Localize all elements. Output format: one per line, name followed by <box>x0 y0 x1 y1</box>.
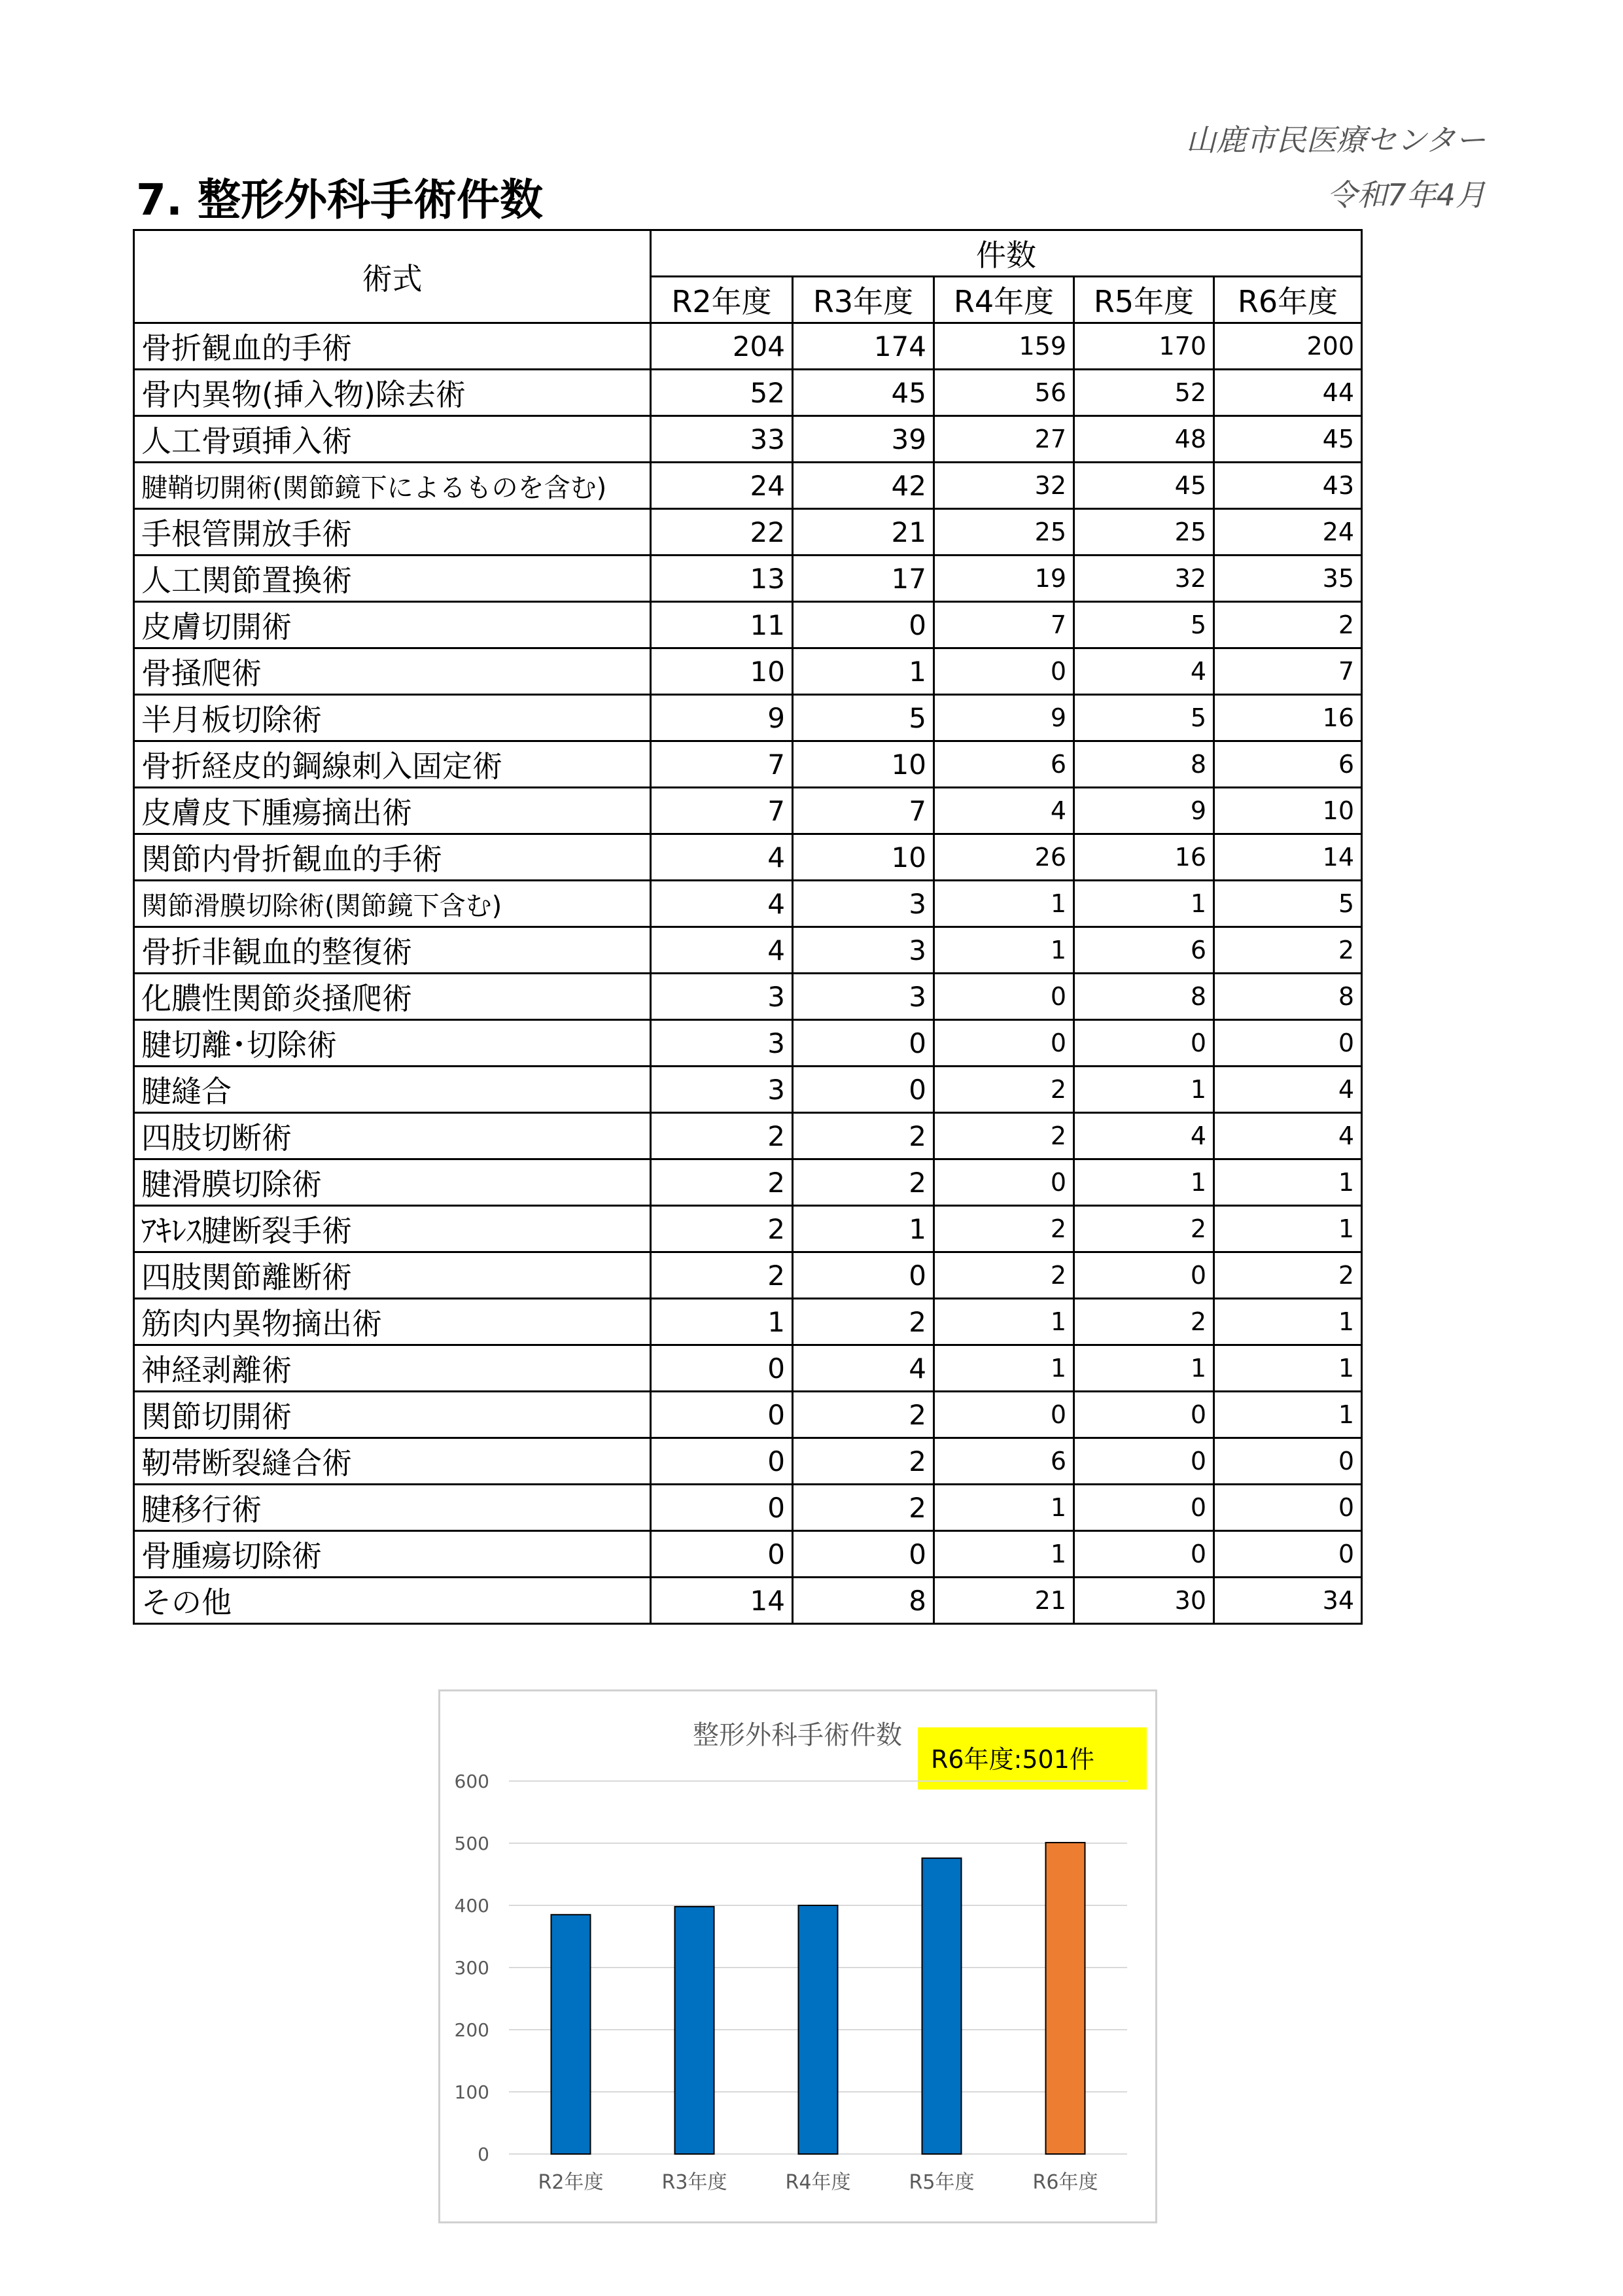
procedure-name: 関節内骨折観血的手術 <box>134 834 651 881</box>
table-row <box>134 1206 1362 1252</box>
procedure-name: 骨折経皮的鋼線刺入固定術 <box>134 741 651 788</box>
count-cell: 1 <box>1074 881 1214 927</box>
chart-title: 整形外科手術件数 <box>693 1720 902 1750</box>
x-tick-label: R4年度 <box>785 2171 851 2194</box>
count-cell: 0 <box>1074 1485 1214 1531</box>
count-cell: 0 <box>1074 1531 1214 1578</box>
count-cell: 1 <box>793 1206 934 1252</box>
count-cell: 42 <box>793 463 934 509</box>
count-cell: 2 <box>1074 1206 1214 1252</box>
count-cell: 0 <box>1214 1531 1362 1578</box>
chart-container <box>438 1689 1157 2223</box>
table-row <box>134 648 1362 695</box>
count-cell: 1 <box>1214 1159 1362 1206</box>
count-cell: 4 <box>651 927 793 974</box>
table-row <box>134 1299 1362 1345</box>
count-cell: 45 <box>793 370 934 416</box>
y-tick-label: 500 <box>454 1833 489 1854</box>
count-cell: 32 <box>1074 556 1214 602</box>
x-tick-label: R5年度 <box>909 2171 975 2194</box>
count-cell: 10 <box>793 834 934 881</box>
procedure-name: 骨腫瘍切除術 <box>134 1531 651 1578</box>
count-cell: 2 <box>651 1159 793 1206</box>
count-cell: 0 <box>651 1345 793 1392</box>
count-cell: 27 <box>934 416 1074 463</box>
count-cell: 4 <box>1214 1113 1362 1159</box>
count-cell: 2 <box>651 1113 793 1159</box>
procedure-name: 神経剥離術 <box>134 1345 651 1392</box>
count-cell: 0 <box>934 1392 1074 1438</box>
count-cell: 7 <box>793 788 934 834</box>
count-cell: 30 <box>1074 1578 1214 1624</box>
procedure-name: 人工関節置換術 <box>134 556 651 602</box>
header-count-group: 件数 <box>651 230 1362 277</box>
procedure-name: 四肢関節離断術 <box>134 1252 651 1299</box>
count-cell: 1 <box>651 1299 793 1345</box>
count-cell: 6 <box>1074 927 1214 974</box>
count-cell: 0 <box>1214 1438 1362 1485</box>
count-cell: 0 <box>934 648 1074 695</box>
table-row <box>134 509 1362 556</box>
count-cell: 16 <box>1214 695 1362 741</box>
count-cell: 1 <box>934 927 1074 974</box>
count-cell: 24 <box>1214 509 1362 556</box>
count-cell: 4 <box>934 788 1074 834</box>
bar <box>551 1915 591 2154</box>
count-cell: 10 <box>793 741 934 788</box>
bar <box>799 1905 838 2154</box>
table-row <box>134 1020 1362 1067</box>
count-cell: 19 <box>934 556 1074 602</box>
count-cell: 0 <box>934 974 1074 1020</box>
table-row <box>134 695 1362 741</box>
surgery-table <box>133 229 1363 1625</box>
count-cell: 25 <box>1074 509 1214 556</box>
count-cell: 2 <box>1214 927 1362 974</box>
table-row <box>134 1159 1362 1206</box>
count-cell: 200 <box>1214 323 1362 370</box>
procedure-name: 腱鞘切開術(関節鏡下によるものを含む) <box>134 463 651 509</box>
count-cell: 1 <box>1214 1345 1362 1392</box>
count-cell: 3 <box>651 974 793 1020</box>
count-cell: 3 <box>651 1020 793 1067</box>
count-cell: 0 <box>651 1531 793 1578</box>
count-cell: 56 <box>934 370 1074 416</box>
count-cell: 2 <box>934 1113 1074 1159</box>
count-cell: 34 <box>1214 1578 1362 1624</box>
y-tick-label: 100 <box>454 2081 489 2103</box>
count-cell: 45 <box>1214 416 1362 463</box>
page-title: 7. 整形外科手術件数 <box>136 175 543 225</box>
count-cell: 170 <box>1074 323 1214 370</box>
procedure-name: 皮膚皮下腫瘍摘出術 <box>134 788 651 834</box>
procedure-name: 半月板切除術 <box>134 695 651 741</box>
count-cell: 6 <box>934 1438 1074 1485</box>
count-cell: 10 <box>651 648 793 695</box>
count-cell: 44 <box>1214 370 1362 416</box>
count-cell: 1 <box>934 881 1074 927</box>
procedure-name: 筋肉内異物摘出術 <box>134 1299 651 1345</box>
table-row <box>134 834 1362 881</box>
count-cell: 4 <box>1214 1067 1362 1113</box>
header-year: R4年度 <box>934 277 1074 323</box>
count-cell: 1 <box>1074 1067 1214 1113</box>
count-cell: 0 <box>1074 1438 1214 1485</box>
count-cell: 2 <box>651 1252 793 1299</box>
count-cell: 0 <box>934 1159 1074 1206</box>
count-cell: 17 <box>793 556 934 602</box>
count-cell: 1 <box>793 648 934 695</box>
table-row <box>134 370 1362 416</box>
procedure-name: 人工骨頭挿入術 <box>134 416 651 463</box>
count-cell: 5 <box>1074 695 1214 741</box>
count-cell: 4 <box>651 834 793 881</box>
count-cell: 0 <box>934 1020 1074 1067</box>
count-cell: 2 <box>793 1392 934 1438</box>
count-cell: 7 <box>934 602 1074 648</box>
count-cell: 32 <box>934 463 1074 509</box>
count-cell: 5 <box>793 695 934 741</box>
count-cell: 25 <box>934 509 1074 556</box>
count-cell: 2 <box>793 1299 934 1345</box>
table-row <box>134 881 1362 927</box>
count-cell: 9 <box>651 695 793 741</box>
procedure-name: 腱縫合 <box>134 1067 651 1113</box>
count-cell: 1 <box>934 1531 1074 1578</box>
count-cell: 5 <box>1074 602 1214 648</box>
table-row <box>134 974 1362 1020</box>
x-tick-label: R3年度 <box>661 2171 727 2194</box>
count-cell: 21 <box>934 1578 1074 1624</box>
count-cell: 0 <box>1074 1020 1214 1067</box>
count-cell: 1 <box>1214 1392 1362 1438</box>
header-year: R5年度 <box>1074 277 1214 323</box>
count-cell: 2 <box>934 1067 1074 1113</box>
count-cell: 14 <box>1214 834 1362 881</box>
table-row <box>134 1067 1362 1113</box>
procedure-name: 関節滑膜切除術(関節鏡下含む) <box>134 881 651 927</box>
hospital-name: 山鹿市民医療センター <box>1185 122 1486 158</box>
count-cell: 1 <box>934 1299 1074 1345</box>
count-cell: 204 <box>651 323 793 370</box>
x-tick-label: R2年度 <box>538 2171 604 2194</box>
bar <box>1046 1843 1085 2154</box>
count-cell: 0 <box>1214 1485 1362 1531</box>
bar <box>675 1907 714 2154</box>
count-cell: 1 <box>934 1345 1074 1392</box>
procedure-name: 靭帯断裂縫合術 <box>134 1438 651 1485</box>
procedure-name: 四肢切断術 <box>134 1113 651 1159</box>
count-cell: 13 <box>651 556 793 602</box>
table-row <box>134 788 1362 834</box>
count-cell: 2 <box>1214 602 1362 648</box>
header-year: R3年度 <box>793 277 934 323</box>
count-cell: 0 <box>1214 1020 1362 1067</box>
count-cell: 24 <box>651 463 793 509</box>
procedure-name: 腱滑膜切除術 <box>134 1159 651 1206</box>
count-cell: 39 <box>793 416 934 463</box>
x-tick-label: R6年度 <box>1032 2171 1098 2194</box>
y-tick-label: 400 <box>454 1895 489 1916</box>
count-cell: 9 <box>1074 788 1214 834</box>
count-cell: 7 <box>651 741 793 788</box>
count-cell: 174 <box>793 323 934 370</box>
count-cell: 3 <box>793 881 934 927</box>
count-cell: 22 <box>651 509 793 556</box>
table-body <box>134 323 1362 1624</box>
count-cell: 26 <box>934 834 1074 881</box>
report-date: 令和7年4月 <box>1327 177 1486 213</box>
table-row <box>134 556 1362 602</box>
count-cell: 159 <box>934 323 1074 370</box>
count-cell: 6 <box>934 741 1074 788</box>
y-tick-label: 300 <box>454 1957 489 1979</box>
procedure-name: 腱移行術 <box>134 1485 651 1531</box>
header-year: R2年度 <box>651 277 793 323</box>
procedure-name: 腱切離･切除術 <box>134 1020 651 1067</box>
count-cell: 6 <box>1214 741 1362 788</box>
table-row <box>134 741 1362 788</box>
count-cell: 8 <box>793 1578 934 1624</box>
count-cell: 7 <box>1214 648 1362 695</box>
count-cell: 43 <box>1214 463 1362 509</box>
count-cell: 0 <box>793 1531 934 1578</box>
count-cell: 16 <box>1074 834 1214 881</box>
procedure-name: 化膿性関節炎掻爬術 <box>134 974 651 1020</box>
count-cell: 1 <box>1074 1345 1214 1392</box>
procedure-name: 骨内異物(挿入物)除去術 <box>134 370 651 416</box>
procedure-name: 骨掻爬術 <box>134 648 651 695</box>
count-cell: 0 <box>651 1438 793 1485</box>
table-row <box>134 1252 1362 1299</box>
count-cell: 0 <box>1074 1392 1214 1438</box>
count-cell: 35 <box>1214 556 1362 602</box>
count-cell: 10 <box>1214 788 1362 834</box>
count-cell: 0 <box>793 1020 934 1067</box>
count-cell: 2 <box>793 1485 934 1531</box>
count-cell: 1 <box>1214 1299 1362 1345</box>
count-cell: 0 <box>1074 1252 1214 1299</box>
count-cell: 45 <box>1074 463 1214 509</box>
bar-chart <box>440 1691 1155 2221</box>
count-cell: 4 <box>793 1345 934 1392</box>
header-method: 術式 <box>134 230 651 323</box>
table-row <box>134 463 1362 509</box>
count-cell: 1 <box>1214 1206 1362 1252</box>
count-cell: 0 <box>651 1485 793 1531</box>
count-cell: 1 <box>934 1485 1074 1531</box>
count-cell: 0 <box>651 1392 793 1438</box>
table-row <box>134 1438 1362 1485</box>
table-row <box>134 323 1362 370</box>
header-year: R6年度 <box>1214 277 1362 323</box>
count-cell: 2 <box>934 1206 1074 1252</box>
count-cell: 7 <box>651 788 793 834</box>
table-row <box>134 1531 1362 1578</box>
count-cell: 21 <box>793 509 934 556</box>
count-cell: 3 <box>793 974 934 1020</box>
count-cell: 2 <box>793 1438 934 1485</box>
count-cell: 2 <box>651 1206 793 1252</box>
procedure-name: 骨折観血的手術 <box>134 323 651 370</box>
count-cell: 2 <box>1074 1299 1214 1345</box>
table-row <box>134 1113 1362 1159</box>
procedure-name: ｱｷﾚｽ腱断裂手術 <box>134 1206 651 1252</box>
procedure-name: 関節切開術 <box>134 1392 651 1438</box>
table-row <box>134 1345 1362 1392</box>
y-tick-label: 600 <box>454 1771 489 1792</box>
count-cell: 2 <box>793 1159 934 1206</box>
procedure-name: その他 <box>134 1578 651 1624</box>
table-row <box>134 1578 1362 1624</box>
count-cell: 14 <box>651 1578 793 1624</box>
count-cell: 5 <box>1214 881 1362 927</box>
table-row <box>134 1485 1362 1531</box>
count-cell: 52 <box>651 370 793 416</box>
table-row <box>134 602 1362 648</box>
count-cell: 8 <box>1074 974 1214 1020</box>
table-row <box>134 927 1362 974</box>
count-cell: 3 <box>793 927 934 974</box>
count-cell: 2 <box>793 1113 934 1159</box>
count-cell: 0 <box>793 602 934 648</box>
y-tick-label: 0 <box>478 2144 489 2165</box>
bar <box>922 1858 962 2154</box>
count-cell: 4 <box>1074 1113 1214 1159</box>
count-cell: 48 <box>1074 416 1214 463</box>
count-cell: 2 <box>1214 1252 1362 1299</box>
y-tick-label: 200 <box>454 2019 489 2041</box>
count-cell: 52 <box>1074 370 1214 416</box>
count-cell: 9 <box>934 695 1074 741</box>
count-cell: 4 <box>1074 648 1214 695</box>
count-cell: 1 <box>1074 1159 1214 1206</box>
table-row <box>134 416 1362 463</box>
count-cell: 4 <box>651 881 793 927</box>
procedure-name: 皮膚切開術 <box>134 602 651 648</box>
table-row <box>134 1392 1362 1438</box>
count-cell: 33 <box>651 416 793 463</box>
count-cell: 11 <box>651 602 793 648</box>
count-cell: 0 <box>793 1067 934 1113</box>
count-cell: 2 <box>934 1252 1074 1299</box>
annotation-label: R6年度:501件 <box>931 1745 1094 1774</box>
count-cell: 0 <box>793 1252 934 1299</box>
procedure-name: 骨折非観血的整復術 <box>134 927 651 974</box>
count-cell: 8 <box>1214 974 1362 1020</box>
count-cell: 8 <box>1074 741 1214 788</box>
procedure-name: 手根管開放手術 <box>134 509 651 556</box>
count-cell: 3 <box>651 1067 793 1113</box>
